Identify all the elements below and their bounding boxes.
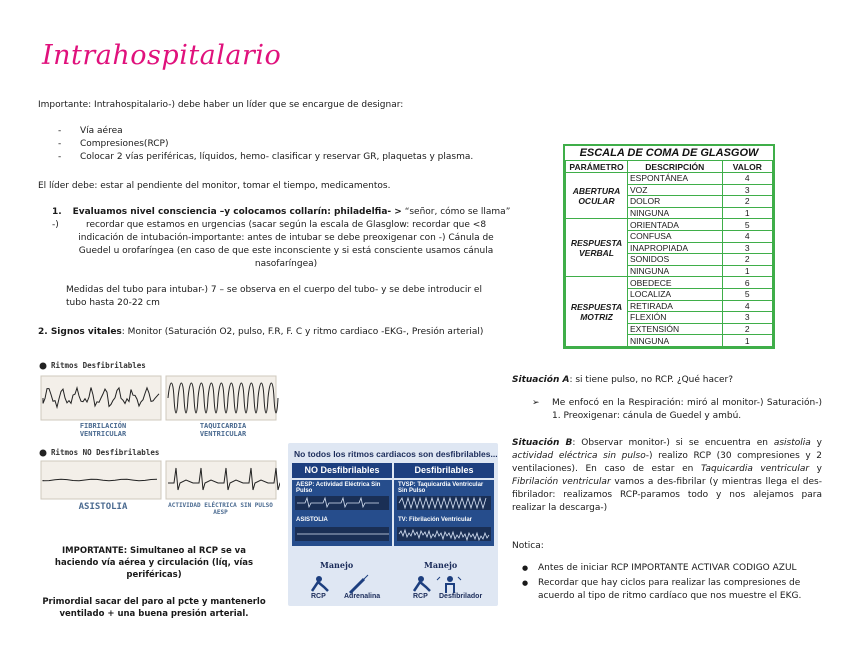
- desc-cell: DOLOR: [628, 196, 723, 208]
- important-note: IMPORTANTE: Simultaneo al RCP se va haciendo vía aérea y circulación (líq, vías periféricas): [54, 546, 254, 580]
- col-header: DESCRIPCIÓN: [628, 161, 723, 173]
- value-cell: 2: [722, 323, 772, 335]
- step1-bold: Evaluamos nivel consciencia –y colocamos collarín: philadelfia- >: [72, 207, 402, 217]
- value-cell: 3: [722, 242, 772, 254]
- fv-caption: FIBRILACIÓN VENTRICULAR: [79, 422, 127, 438]
- tv-caption: TAQUICARDIA VENTRICULAR: [199, 422, 247, 438]
- situacion-a-item-text: Me enfocó en la Respiración: miró al monitor-) Saturación-) 1. Preoxigenar: cánula de Guedel y ambú.: [552, 398, 822, 421]
- glasgow-scale-table: [563, 144, 775, 349]
- situacion-a-item: [532, 397, 822, 423]
- primordial-note: Primordial sacar del paro al pcte y mantenerlo ventilado + una buena presión arterial.: [42, 597, 266, 619]
- glasgow-title: ESCALA DE COMA DE GLASGOW: [579, 147, 759, 159]
- step1-tube: [66, 284, 506, 310]
- step1-line: Medidas del tubo para intubar-) 7 – se observa en el cuerpo del tubo- y se debe introducir el: [66, 285, 482, 295]
- desc-cell: ORIENTADA: [628, 219, 723, 231]
- param-cell: ABERTURA OCULAR: [566, 173, 628, 219]
- value-cell: 4: [722, 300, 772, 312]
- step1-line: recordar que estamos en urgencias (sacar según la escala de Glasglow: recordar que <8: [85, 220, 487, 230]
- desc-cell: NINGUNA: [628, 265, 723, 277]
- asistolia-label: ASISTOLIA: [296, 517, 328, 523]
- situacion-b-text: -) realizo RCP (30 compresiones y 2 ventilaciones). En caso de estar en: [512, 451, 822, 474]
- situacion-b-text: : Observar monitor-) si se encuentra en: [572, 438, 774, 448]
- desc-cell: RETIRADA: [628, 300, 723, 312]
- step1-line: tubo hasta 20-22 cm: [66, 298, 160, 308]
- assign-list: [58, 125, 498, 164]
- situacion-b-italic: Taquicardia ventricular: [700, 464, 810, 474]
- step1-line: Guedel u orofaríngea (en caso de que este inconsciente y si está consciente usamos cánula: [78, 246, 494, 256]
- step1-line: indicación de intubación-importante: antes de intubar se debe preoxigenar con -) Cánula de: [78, 233, 494, 243]
- aesp-caption: ACTIVIDAD ELÉCTRICA SIN PULSO AESP: [168, 502, 273, 516]
- assign-item: - Colocar 2 vías periféricas, líquidos, hemo- clasificar y reservar GR, plaquetas y plasma.: [58, 151, 498, 164]
- intro-text: Importante: Intrahospitalario-) debe haber un líder que se encargue de designar:: [38, 100, 404, 110]
- step2-rest: : Monitor (Saturación O2, pulso, F.R, F. C y ritmo cardiaco -EKG-, Presión arterial): [121, 327, 484, 337]
- no-desf-band: NO Desfibrilables: [292, 463, 392, 478]
- param-cell: RESPUESTA MOTRIZ: [566, 277, 628, 347]
- col-header: VALOR: [722, 161, 772, 173]
- desc-cell: NINGUNA: [628, 335, 723, 347]
- defibrillator-icon: [437, 576, 461, 593]
- desc-cell: LOCALIZA: [628, 288, 723, 300]
- desc-cell: CONFUSA: [628, 230, 723, 242]
- situacion-b-text: vamos a des-fibrilar (y mientras llega el des-fibrilador: realizamos RCP-paramos todo y nos alejamos para realizar la descarga-): [512, 477, 822, 513]
- value-cell: 2: [722, 254, 772, 266]
- desfibrilador-label: Desfibrilador: [439, 593, 483, 600]
- value-cell: 1: [722, 207, 772, 219]
- assign-item: - Compresiones(RCP): [58, 138, 498, 151]
- desc-cell: SONIDOS: [628, 254, 723, 266]
- desc-cell: OBEDECE: [628, 277, 723, 289]
- notica-label: Notica:: [512, 541, 544, 551]
- situacion-b: [512, 437, 822, 515]
- value-cell: 1: [722, 265, 772, 277]
- infographic-heading: No todos los ritmos cardiacos son desfibrilables...: [294, 449, 498, 459]
- tvsp-label: TVSP: Taquicardia Ventricular Sin Pulso: [398, 482, 484, 494]
- step1-line: nasofaríngea): [254, 259, 318, 269]
- situacion-b-label: Situación B: [512, 438, 573, 448]
- desc-cell: ESPONTÁNEA: [628, 173, 723, 185]
- value-cell: 5: [722, 288, 772, 300]
- param-cell: RESPUESTA VERBAL: [566, 219, 628, 277]
- rhythms-infographic: [288, 443, 498, 606]
- value-cell: 1: [722, 335, 772, 347]
- step1-rest: “señor, cómo se llama” -): [52, 207, 511, 230]
- value-cell: 4: [722, 230, 772, 242]
- step1-lines: [66, 219, 506, 271]
- page-title: Intrahospitalario: [42, 40, 282, 71]
- value-cell: 6: [722, 277, 772, 289]
- situacion-b-italic: Fibrilación ventricular: [512, 477, 611, 487]
- situacion-b-italic: asistolia: [773, 438, 811, 448]
- arrow-bullet-icon: ➢: [532, 398, 540, 408]
- asistolia-caption: ASISTOLIA: [78, 502, 128, 512]
- cpr-icon: [312, 576, 430, 591]
- notes-list: [512, 562, 824, 603]
- rhythm-strips-image: [38, 358, 280, 526]
- col-header: PARÁMETRO: [566, 161, 628, 173]
- value-cell: 3: [722, 184, 772, 196]
- desc-cell: EXTENSIÓN: [628, 323, 723, 335]
- note-item: ● Antes de iniciar RCP IMPORTANTE ACTIVAR CODIGO AZUL: [512, 562, 824, 575]
- adrenalina-label: Adrenalina: [344, 593, 381, 600]
- manejo-left: Manejo: [320, 560, 354, 570]
- rcp-label-right: RCP: [413, 593, 428, 600]
- desc-cell: FLEXIÓN: [628, 312, 723, 324]
- situacion-a-text: : si tiene pulso, no RCP. ¿Qué hacer?: [569, 375, 733, 385]
- situacion-b-text: y: [809, 464, 823, 474]
- desf-label: Ritmos Desfibrilables: [51, 361, 146, 370]
- situacion-a-label: Situación A: [512, 375, 570, 385]
- aesp-label: AESP: Actividad Eléctrica Sin Pulso: [296, 482, 381, 494]
- desc-cell: VOZ: [628, 184, 723, 196]
- rcp-label-left: RCP: [311, 593, 326, 600]
- value-cell: 2: [722, 196, 772, 208]
- step1-num: 1.: [52, 207, 62, 217]
- assign-item: - Vía aérea: [58, 125, 498, 138]
- tv-label: TV: Fibrilación Ventricular: [398, 517, 473, 523]
- syringe-icon: [350, 575, 368, 593]
- manejo-right: Manejo: [424, 560, 458, 570]
- step2: [38, 326, 508, 339]
- desf-band: Desfibrilables: [394, 463, 494, 478]
- situacion-b-italic: actividad eléctrica sin pulso: [512, 451, 646, 461]
- leader-text: El líder debe: estar al pendiente del monitor, tomar el tiempo, medicamentos.: [38, 181, 391, 191]
- value-cell: 4: [722, 173, 772, 185]
- value-cell: 5: [722, 219, 772, 231]
- situacion-a: [512, 374, 822, 387]
- nodesf-label: Ritmos NO Desfibrilables: [51, 448, 160, 457]
- desc-cell: NINGUNA: [628, 207, 723, 219]
- note-item: ● Recordar que hay ciclos para realizar las compresiones de acuerdo al tipo de ritmo cardíaco que nos muestre el EKG.: [512, 577, 824, 603]
- desc-cell: INAPROPIADA: [628, 242, 723, 254]
- situacion-b-text: y: [810, 438, 822, 448]
- value-cell: 3: [722, 312, 772, 324]
- step2-bold: 2. Signos vitales: [38, 327, 122, 337]
